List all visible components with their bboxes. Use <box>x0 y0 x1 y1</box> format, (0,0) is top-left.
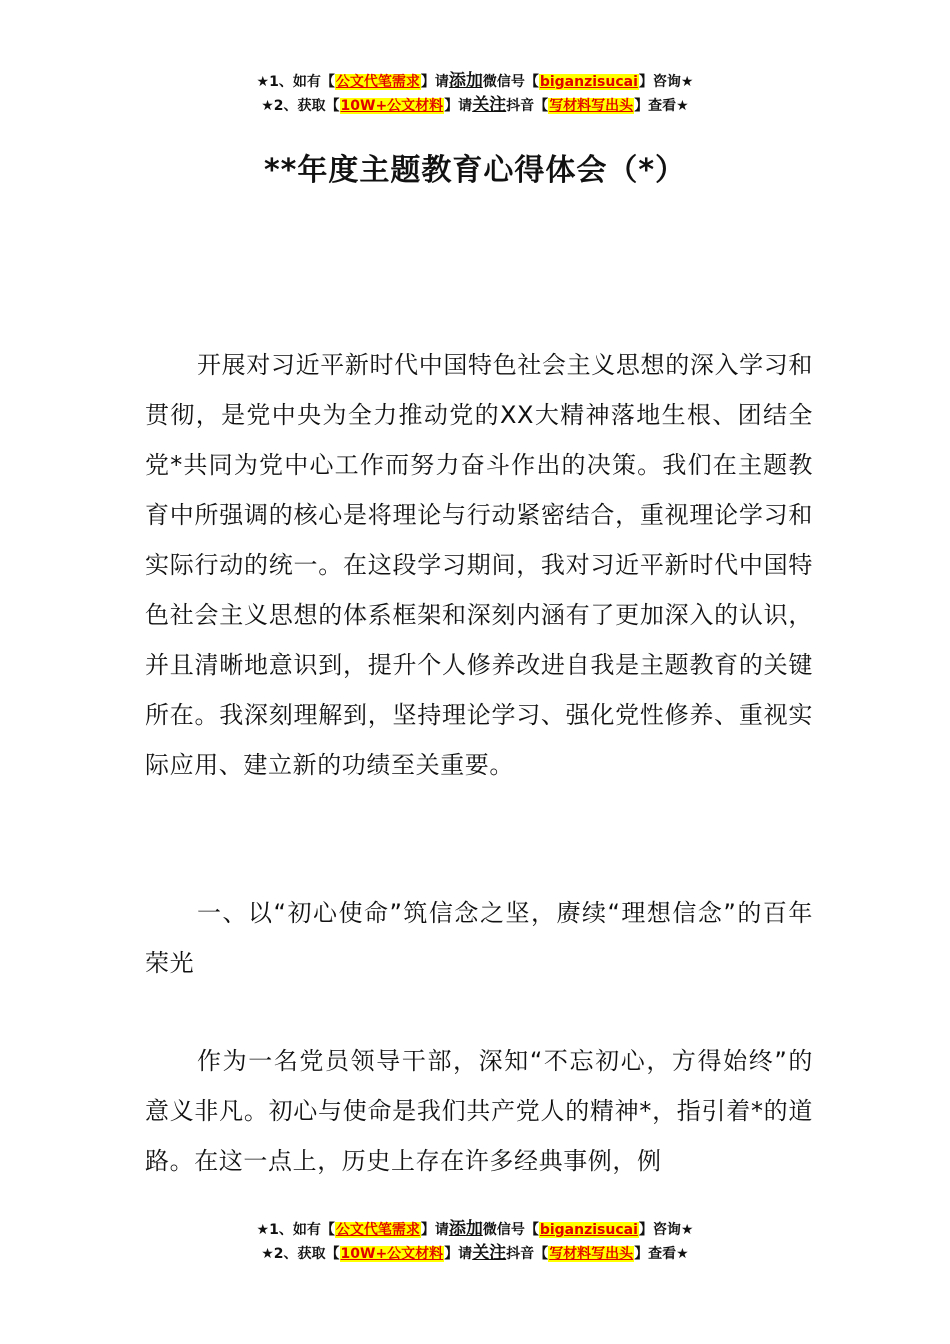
header-banner <box>0 70 950 118</box>
service-highlight: 公文代笔需求 <box>335 1222 420 1238</box>
wechat-id: biganzisucai <box>539 1222 638 1238</box>
materials-highlight: 10W+公文材料 <box>340 98 444 114</box>
banner-line-1: ★1、如有【公文代笔需求】请添加微信号【biganzisucai】咨询★ <box>256 71 694 91</box>
emphasis-text: 关注 <box>472 1243 507 1263</box>
body-paragraph-2: 作为一名党员领导干部，深知“不忘初心，方得始终”的意义非凡。初心与使命是我们共产党人的精神*，指引着*的道路。在这一点上，历史上存在许多经典事例，例 <box>145 1047 813 1175</box>
section-heading-1: 一、以“初心使命”筑信念之坚，赓续“理想信念”的百年荣光 <box>145 899 813 977</box>
banner-line-2: ★2、获取【10W+公文材料】请关注抖音【写材料写出头】查看★ <box>261 1243 689 1263</box>
emphasis-text: 添加 <box>448 71 483 91</box>
materials-highlight: 10W+公文材料 <box>340 1246 444 1262</box>
douyin-account: 写材料写出头 <box>549 98 634 114</box>
douyin-account: 写材料写出头 <box>549 1246 634 1262</box>
emphasis-text: 关注 <box>472 95 507 115</box>
wechat-id: biganzisucai <box>539 74 638 90</box>
service-highlight: 公文代笔需求 <box>335 74 420 90</box>
banner-line-2: ★2、获取【10W+公文材料】请关注抖音【写材料写出头】查看★ <box>261 95 689 115</box>
page-title: **年度主题教育心得体会（*） <box>263 153 687 188</box>
emphasis-text: 添加 <box>448 1219 483 1239</box>
banner-line-1: ★1、如有【公文代笔需求】请添加微信号【biganzisucai】咨询★ <box>256 1219 694 1239</box>
body-paragraph-1: 开展对习近平新时代中国特色社会主义思想的深入学习和贯彻，是党中央为全力推动党的XX大精神落地生根、团结全党*共同为党中心工作而努力奋斗作出的决策。我们在主题教育中所强调的核心是将理论与行动紧密结合，重视理论学习和实际行动的统一。在这段学习期间，我对习近平新时代中国特色社会主义思想的体系框架和深刻内涵有了更加深入的认识，并且清晰地意识到，提升个人修养改进自我是主题教育的关键所在。我深刻理解到，坚持理论学习、强化党性修养、重视实际应用、建立新的功绩至关重要。 <box>145 351 813 779</box>
footer-banner <box>0 1218 950 1266</box>
